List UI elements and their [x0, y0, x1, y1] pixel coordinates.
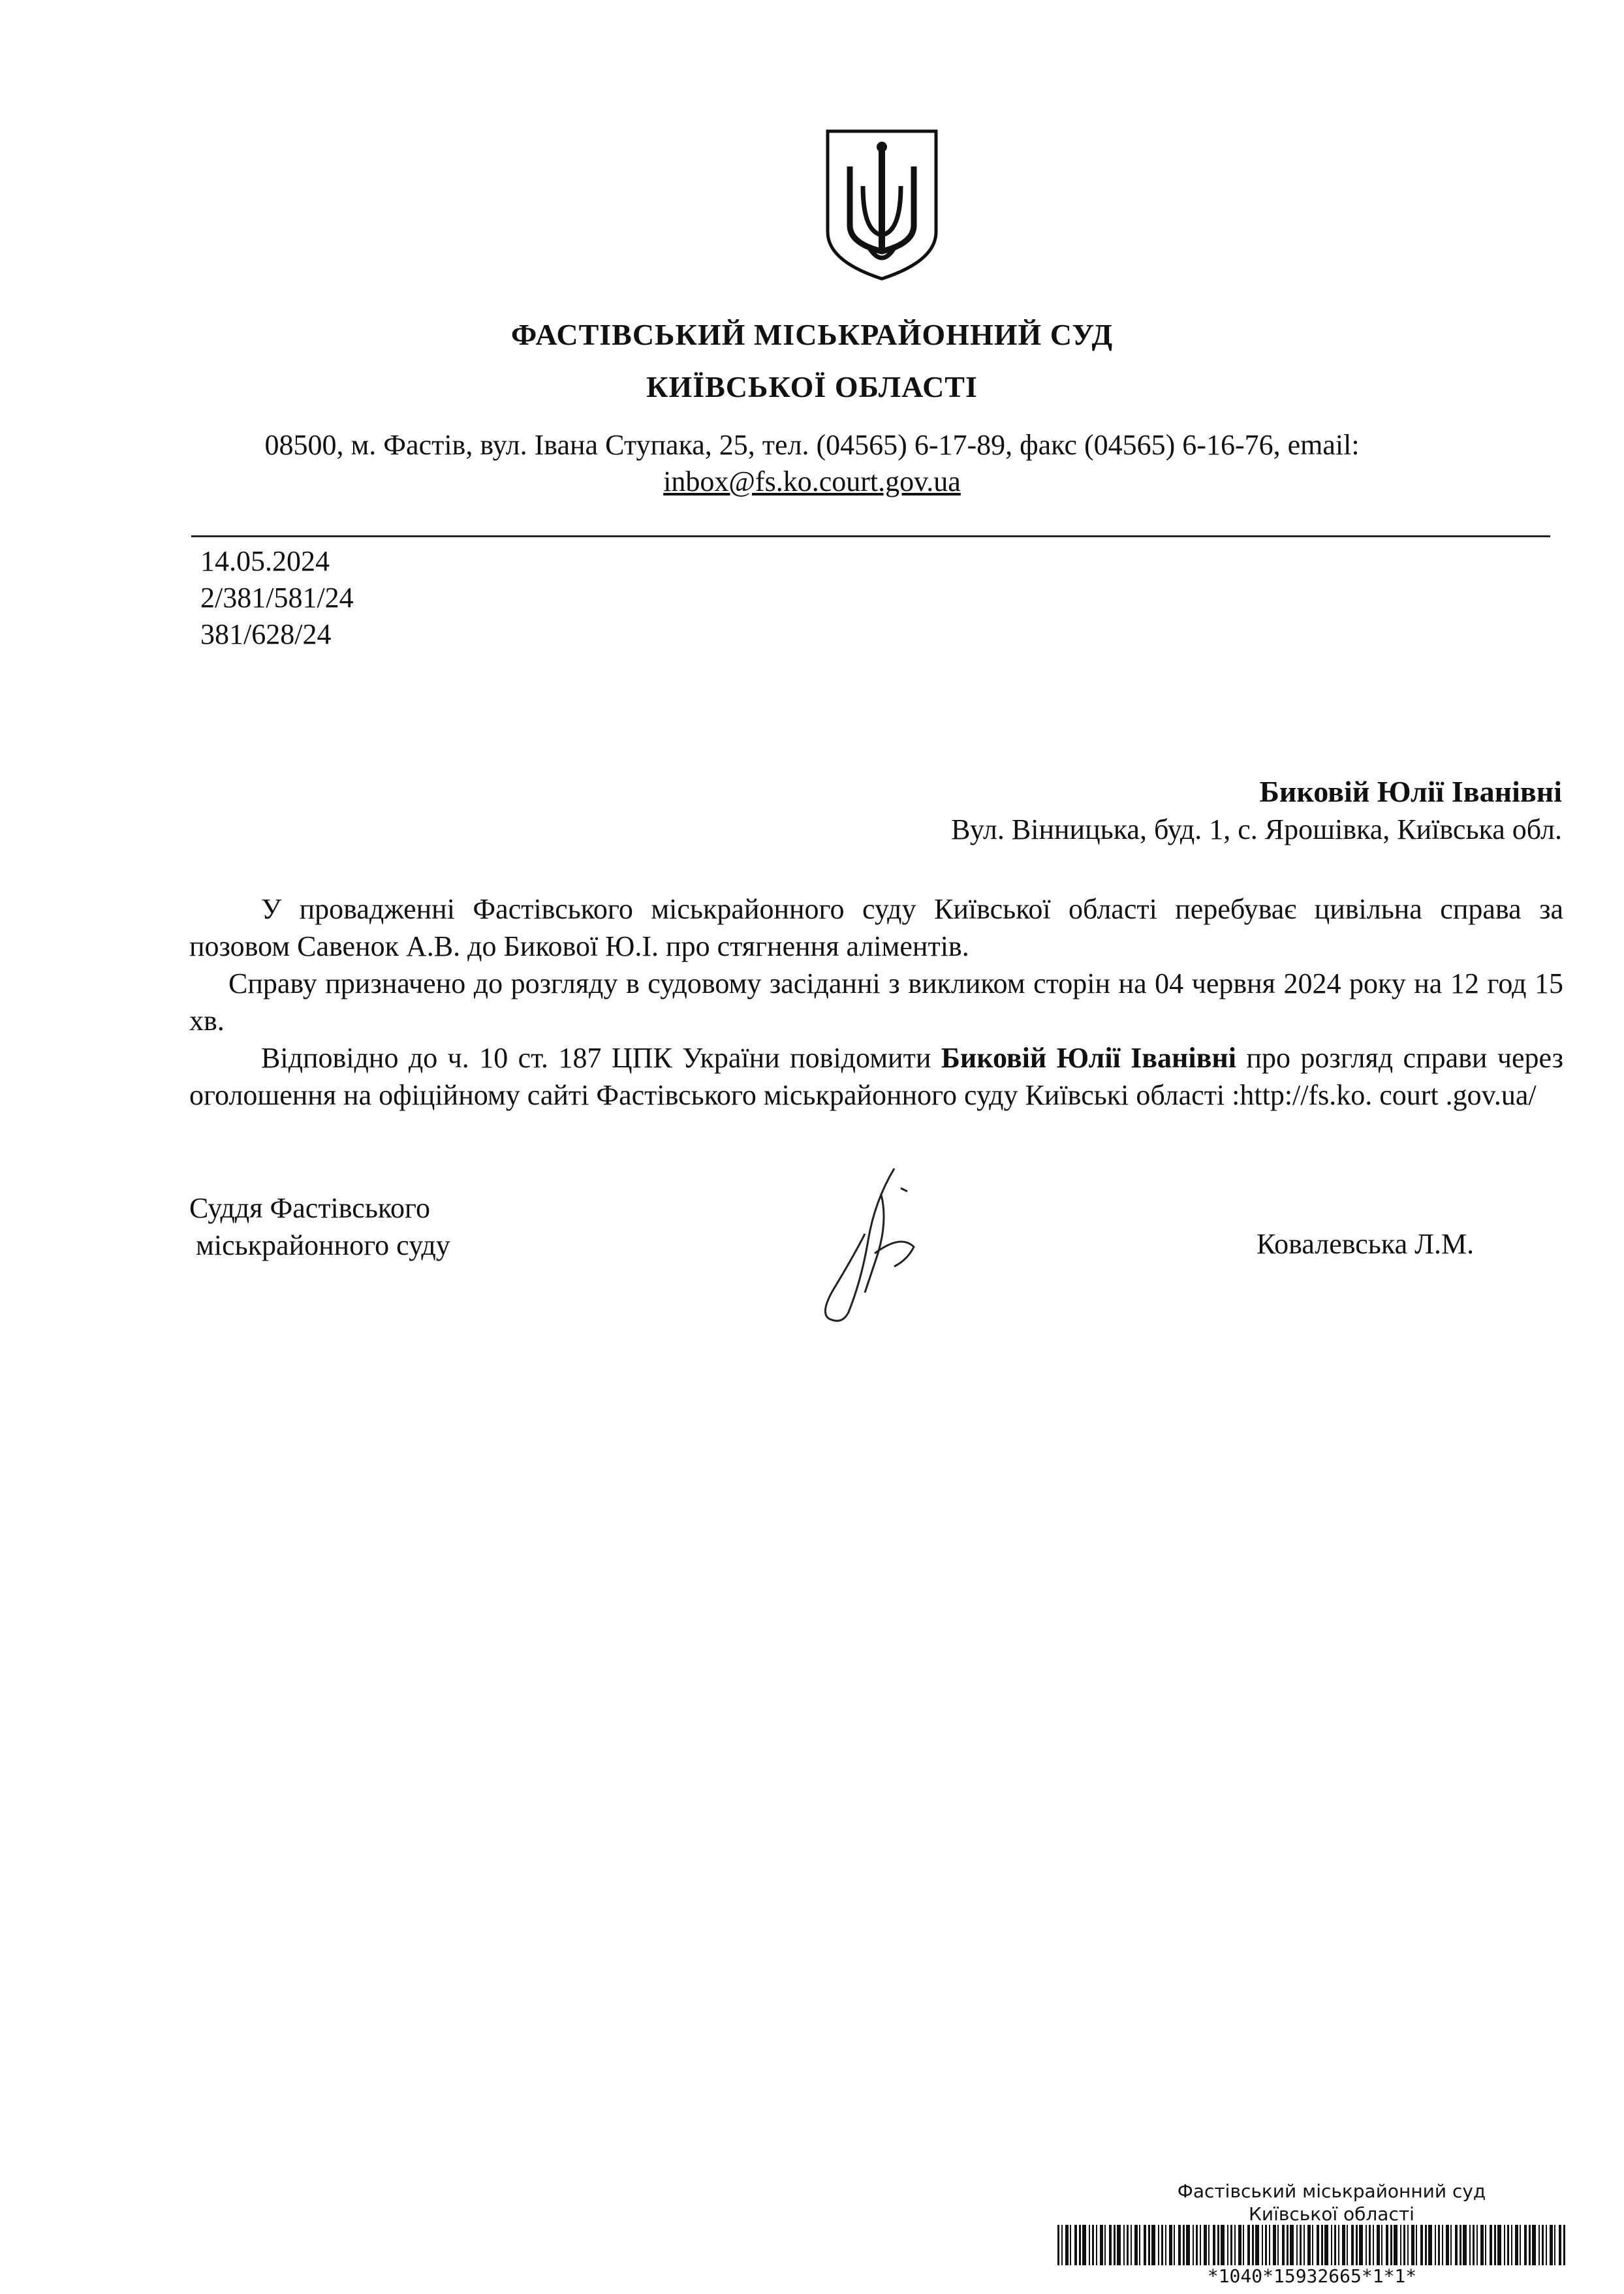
- barcode-number: *1040*15932665*1*1*: [1207, 2265, 1417, 2287]
- body-paragraph-1: У провадженні Фастівського міськрайонного суду Київської області перебуває цивільна справа за позовом Савенок А.В. до Бикової Ю.І. про стягнення аліментів.: [189, 893, 1563, 962]
- stamp-court-name: Фастівський міськрайонний суд: [1177, 2180, 1486, 2202]
- judge-title-line2: міськрайонного суду: [196, 1229, 450, 1261]
- handwritten-signature: [803, 1162, 946, 1338]
- judge-title: [189, 1189, 450, 1264]
- case-number: 2/381/581/24: [200, 582, 354, 614]
- barcode-icon: [1057, 2225, 1567, 2265]
- court-email-link[interactable]: inbox@fs.ko.court.gov.ua: [663, 465, 961, 497]
- court-name-line1: ФАСТІВСЬКИЙ МІСЬКРАЙОННИЙ СУД: [510, 318, 1114, 351]
- body-paragraph-2: Справу призначено до розгляду в судовому засіданні з викликом сторін на 04 червня 2024 року на 12 год 15 хв.: [189, 967, 1563, 1037]
- header-divider: [191, 535, 1550, 537]
- registration-number: 381/628/24: [200, 618, 332, 650]
- court-name-line2: КИЇВСЬКОЇ ОБЛАСТІ: [646, 370, 978, 403]
- addressee-name: Биковій Юлії Іванівні: [1259, 775, 1562, 808]
- document-date: 14.05.2024: [200, 545, 330, 577]
- coat-of-arms-icon: [824, 127, 940, 283]
- body-paragraph-3: Відповідно до ч. 10 ст. 187 ЦПК України повідомити Биковій Юлії Іванівні про розгляд справи через оголошення на офіційному сайті Фастівського міськрайонного суду Київські області :http://fs.ko. court .gov.ua/: [189, 1042, 1563, 1111]
- court-address: 08500, м. Фастів, вул. Івана Ступака, 25, тел. (04565) 6-17-89, факс (04565) 6-16-76, email:: [264, 429, 1360, 461]
- judge-name: Ковалевська Л.М.: [1257, 1228, 1475, 1260]
- addressee-name-inline: Биковій Юлії Іванівні: [941, 1042, 1236, 1074]
- addressee-address: Вул. Вінницька, буд. 1, с. Ярошівка, Київська обл.: [951, 813, 1562, 845]
- stamp-region: Київської області: [1249, 2203, 1414, 2225]
- judge-title-line1: Суддя Фастівського: [189, 1192, 430, 1224]
- court-email-line: [0, 465, 1624, 498]
